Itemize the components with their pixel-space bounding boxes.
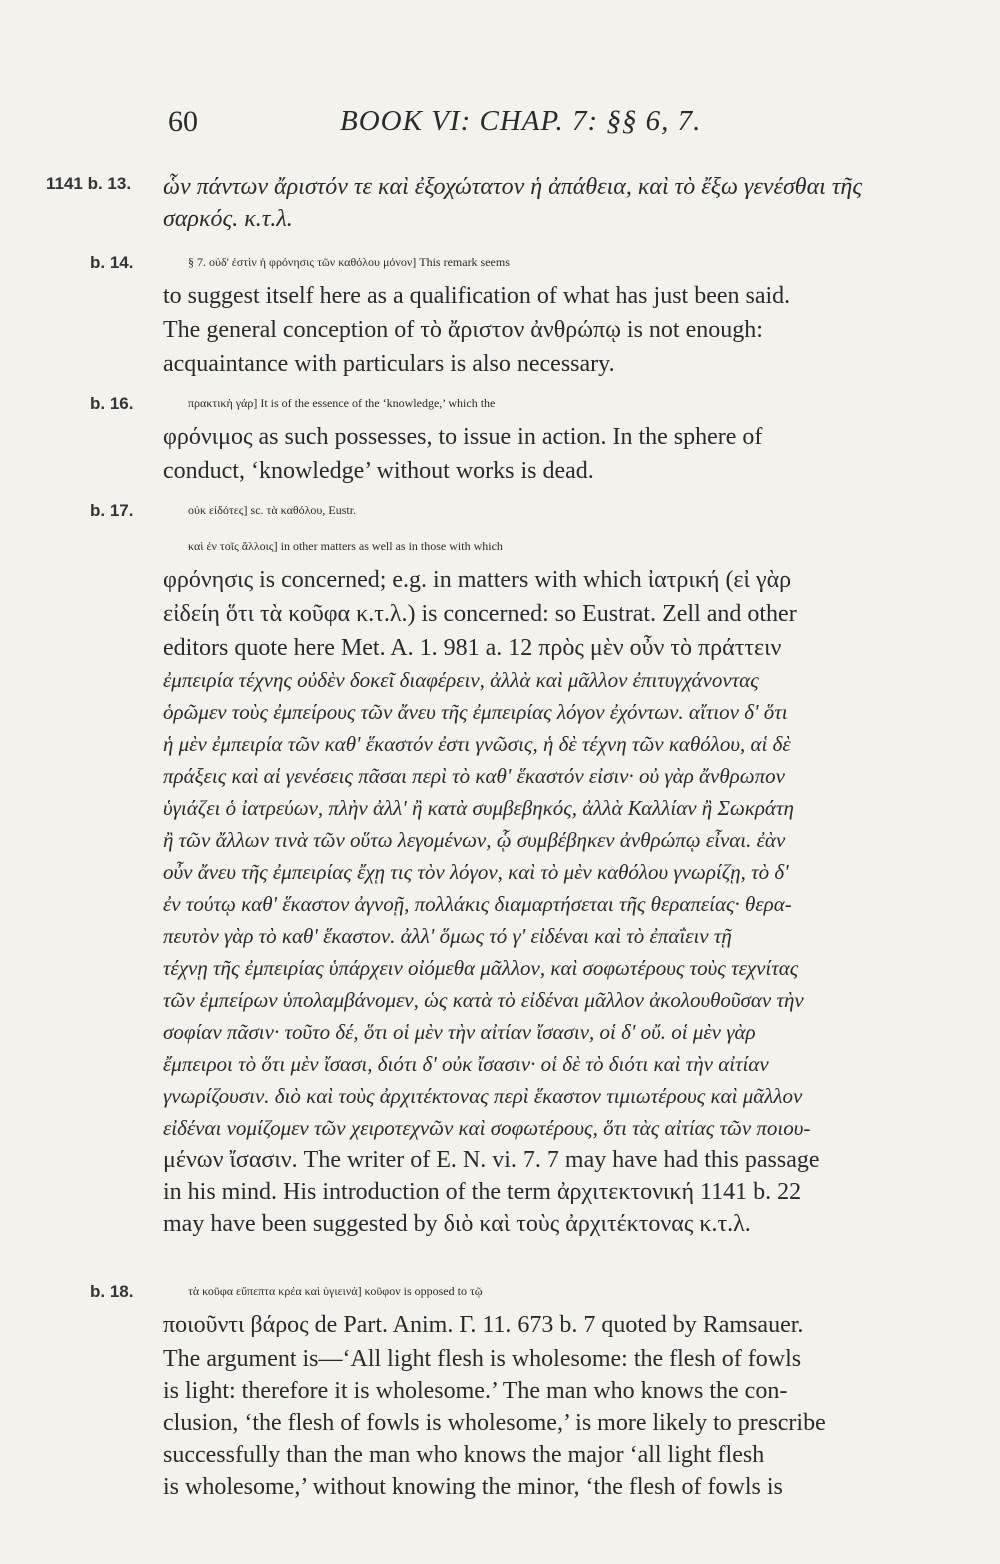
lemma-line: καὶ ἐν τοῖς ἄλλοις] in other matters as well as in those with which [188,539,503,553]
text-line: may have been suggested by διὸ καὶ τοὺς ἀρχιτέκτονας κ.τ.λ. [163,1211,751,1237]
text-line: editors quote here Met. A. 1. 981 a. 12 πρὸς μὲν οὖν τὸ πράττειν [163,635,782,661]
greek-quote-line: τέχνῃ τῆς ἐμπειρίας ὑπάρχειν οἰόμεθα μᾶλλον, καὶ σοφωτέρους τοὺς τεχνίτας [163,956,799,980]
greek-quote-line: γνωρίζουσιν. διὸ καὶ τοὺς ἀρχιτέκτονας περὶ ἕκαστον τιμιωτέρους καὶ μᾶλλον [163,1084,803,1108]
lemma-line: πρακτικὴ γάρ] It is of the essence of the ‘knowledge,’ which the [188,396,496,410]
text-line: φρόνιμος as such possesses, to issue in action. In the sphere of [163,424,763,450]
text-line: ὧν πάντων ἄριστόν τε καὶ ἐξοχώτατον ἡ ἀπάθεια, καὶ τὸ ἔξω γενέσθαι τῆς [163,174,863,200]
page-number: 60 [168,105,198,138]
greek-quote-line: εἰδέναι νομίζομεν τῶν χειροτεχνῶν καὶ σοφωτέρους, ὅτι τὰς αἰτίας τῶν ποιου- [163,1116,811,1140]
text-line: is light: therefore it is wholesome.’ The man who knows the con- [163,1378,788,1404]
text-line: The general conception of τὸ ἄριστον ἀνθρώπῳ is not enough: [163,317,763,343]
line-reference: b. 14. [90,253,134,272]
text-line: εἰδείη ὅτι τὰ κοῦφα κ.τ.λ.) is concerned: so Eustrat. Zell and other [163,601,797,627]
text-line: acquaintance with particulars is also necessary. [163,351,615,377]
text-line: σαρκός. κ.τ.λ. [163,206,293,232]
text-line: in his mind. His introduction of the term ἀρχιτεκτονική 1141 b. 22 [163,1179,802,1205]
greek-quote-line: ἐμπειρία τέχνης οὐδὲν δοκεῖ διαφέρειν, ἀλλὰ καὶ μᾶλλον ἐπιτυγχάνοντας [163,668,759,692]
line-reference: 1141 b. 13. [46,174,132,193]
greek-quote-line: τῶν ἐμπείρων ὑπολαμβάνομεν, ὡς κατὰ τὸ εἰδέναι μᾶλλον ἀκολουθοῦσαν τὴν [163,988,804,1012]
greek-quote-line: ἔμπειροι τὸ ὅτι μὲν ἴσασι, διότι δ' οὐκ ἴσασιν· οἱ δὲ τὸ διότι καὶ τὴν αἰτίαν [163,1052,769,1076]
line-reference: b. 18. [90,1282,134,1301]
text-line: φρόνησις is concerned; e.g. in matters with which ἰατρική (εἰ γὰρ [163,567,792,593]
text-line: clusion, ‘the flesh of fowls is wholesome,’ is more likely to prescribe [163,1410,826,1436]
line-reference: b. 16. [90,394,134,413]
line-reference: b. 17. [90,501,134,520]
text-line: successfully than the man who knows the major ‘all light flesh [163,1442,765,1468]
text-line: The argument is—‘All light flesh is wholesome: the flesh of fowls [163,1346,802,1372]
text-line: conduct, ‘knowledge’ without works is dead. [163,458,594,484]
running-head: BOOK VI: CHAP. 7: §§ 6, 7. [340,105,702,137]
page-header [0,105,1000,155]
greek-quote-line: οὖν ἄνευ τῆς ἐμπειρίας ἔχῃ τις τὸν λόγον, καὶ τὸ μὲν καθόλου γνωρίζῃ, τὸ δ' [163,860,789,884]
lemma-line: τὰ κοῦφα εὔπεπτα κρέα καὶ ὑγιεινά] κοῦφον is opposed to τῷ [188,1284,483,1298]
greek-quote-line: πευτὸν γὰρ τὸ καθ' ἕκαστον. ἀλλ' ὅμως τό γ' εἰδέναι καὶ τὸ ἐπαΐειν τῇ [163,924,732,948]
text-line: is wholesome,’ without knowing the minor, ‘the flesh of fowls is [163,1474,783,1500]
text-line: to suggest itself here as a qualification of what has just been said. [163,283,791,309]
greek-quote-line: πράξεις καὶ αἱ γενέσεις πᾶσαι περὶ τὸ καθ' ἕκαστόν εἰσιν· οὐ γὰρ ἄνθρωπον [163,764,785,788]
greek-quote-line: ἐν τούτῳ καθ' ἕκαστον ἀγνοῇ, πολλάκις διαμαρτήσεται τῆς θεραπείας· θερα- [163,892,792,916]
text-line: μένων ἴσασιν. The writer of E. N. vi. 7. 7 may have had this passage [163,1147,820,1173]
lemma-line: οὐκ εἰδότες] sc. τὰ καθόλου, Eustr. [188,503,357,517]
greek-quote-line: ἢ τῶν ἄλλων τινὰ τῶν οὕτω λεγομένων, ᾧ συμβέβηκεν ἀνθρώπῳ εἶναι. ἐὰν [163,828,786,852]
text-line: ποιοῦντι βάρος de Part. Anim. Γ. 11. 673 b. 7 quoted by Ramsauer. [163,1312,804,1338]
lemma-line: § 7. οὐδ' ἐστὶν ἡ φρόνησις τῶν καθόλου μόνον] This remark seems [188,255,510,269]
greek-quote-line: σοφίαν πᾶσιν· τοῦτο δέ, ὅτι οἱ μὲν τὴν αἰτίαν ἴσασιν, οἱ δ' οὔ. οἱ μὲν γὰρ [163,1020,756,1044]
greek-quote-line: ὑγιάζει ὁ ἰατρεύων, πλὴν ἀλλ' ἢ κατὰ συμβεβηκός, ἀλλὰ Καλλίαν ἢ Σωκράτη [163,796,794,820]
greek-quote-line: ὁρῶμεν τοὺς ἐμπείρους τῶν ἄνευ τῆς ἐμπειρίας λόγον ἐχόντων. αἴτιον δ' ὅτι [163,700,788,724]
greek-quote-line: ἡ μὲν ἐμπειρία τῶν καθ' ἕκαστόν ἐστι γνῶσις, ἡ δὲ τέχνη τῶν καθόλου, αἱ δὲ [163,732,791,756]
